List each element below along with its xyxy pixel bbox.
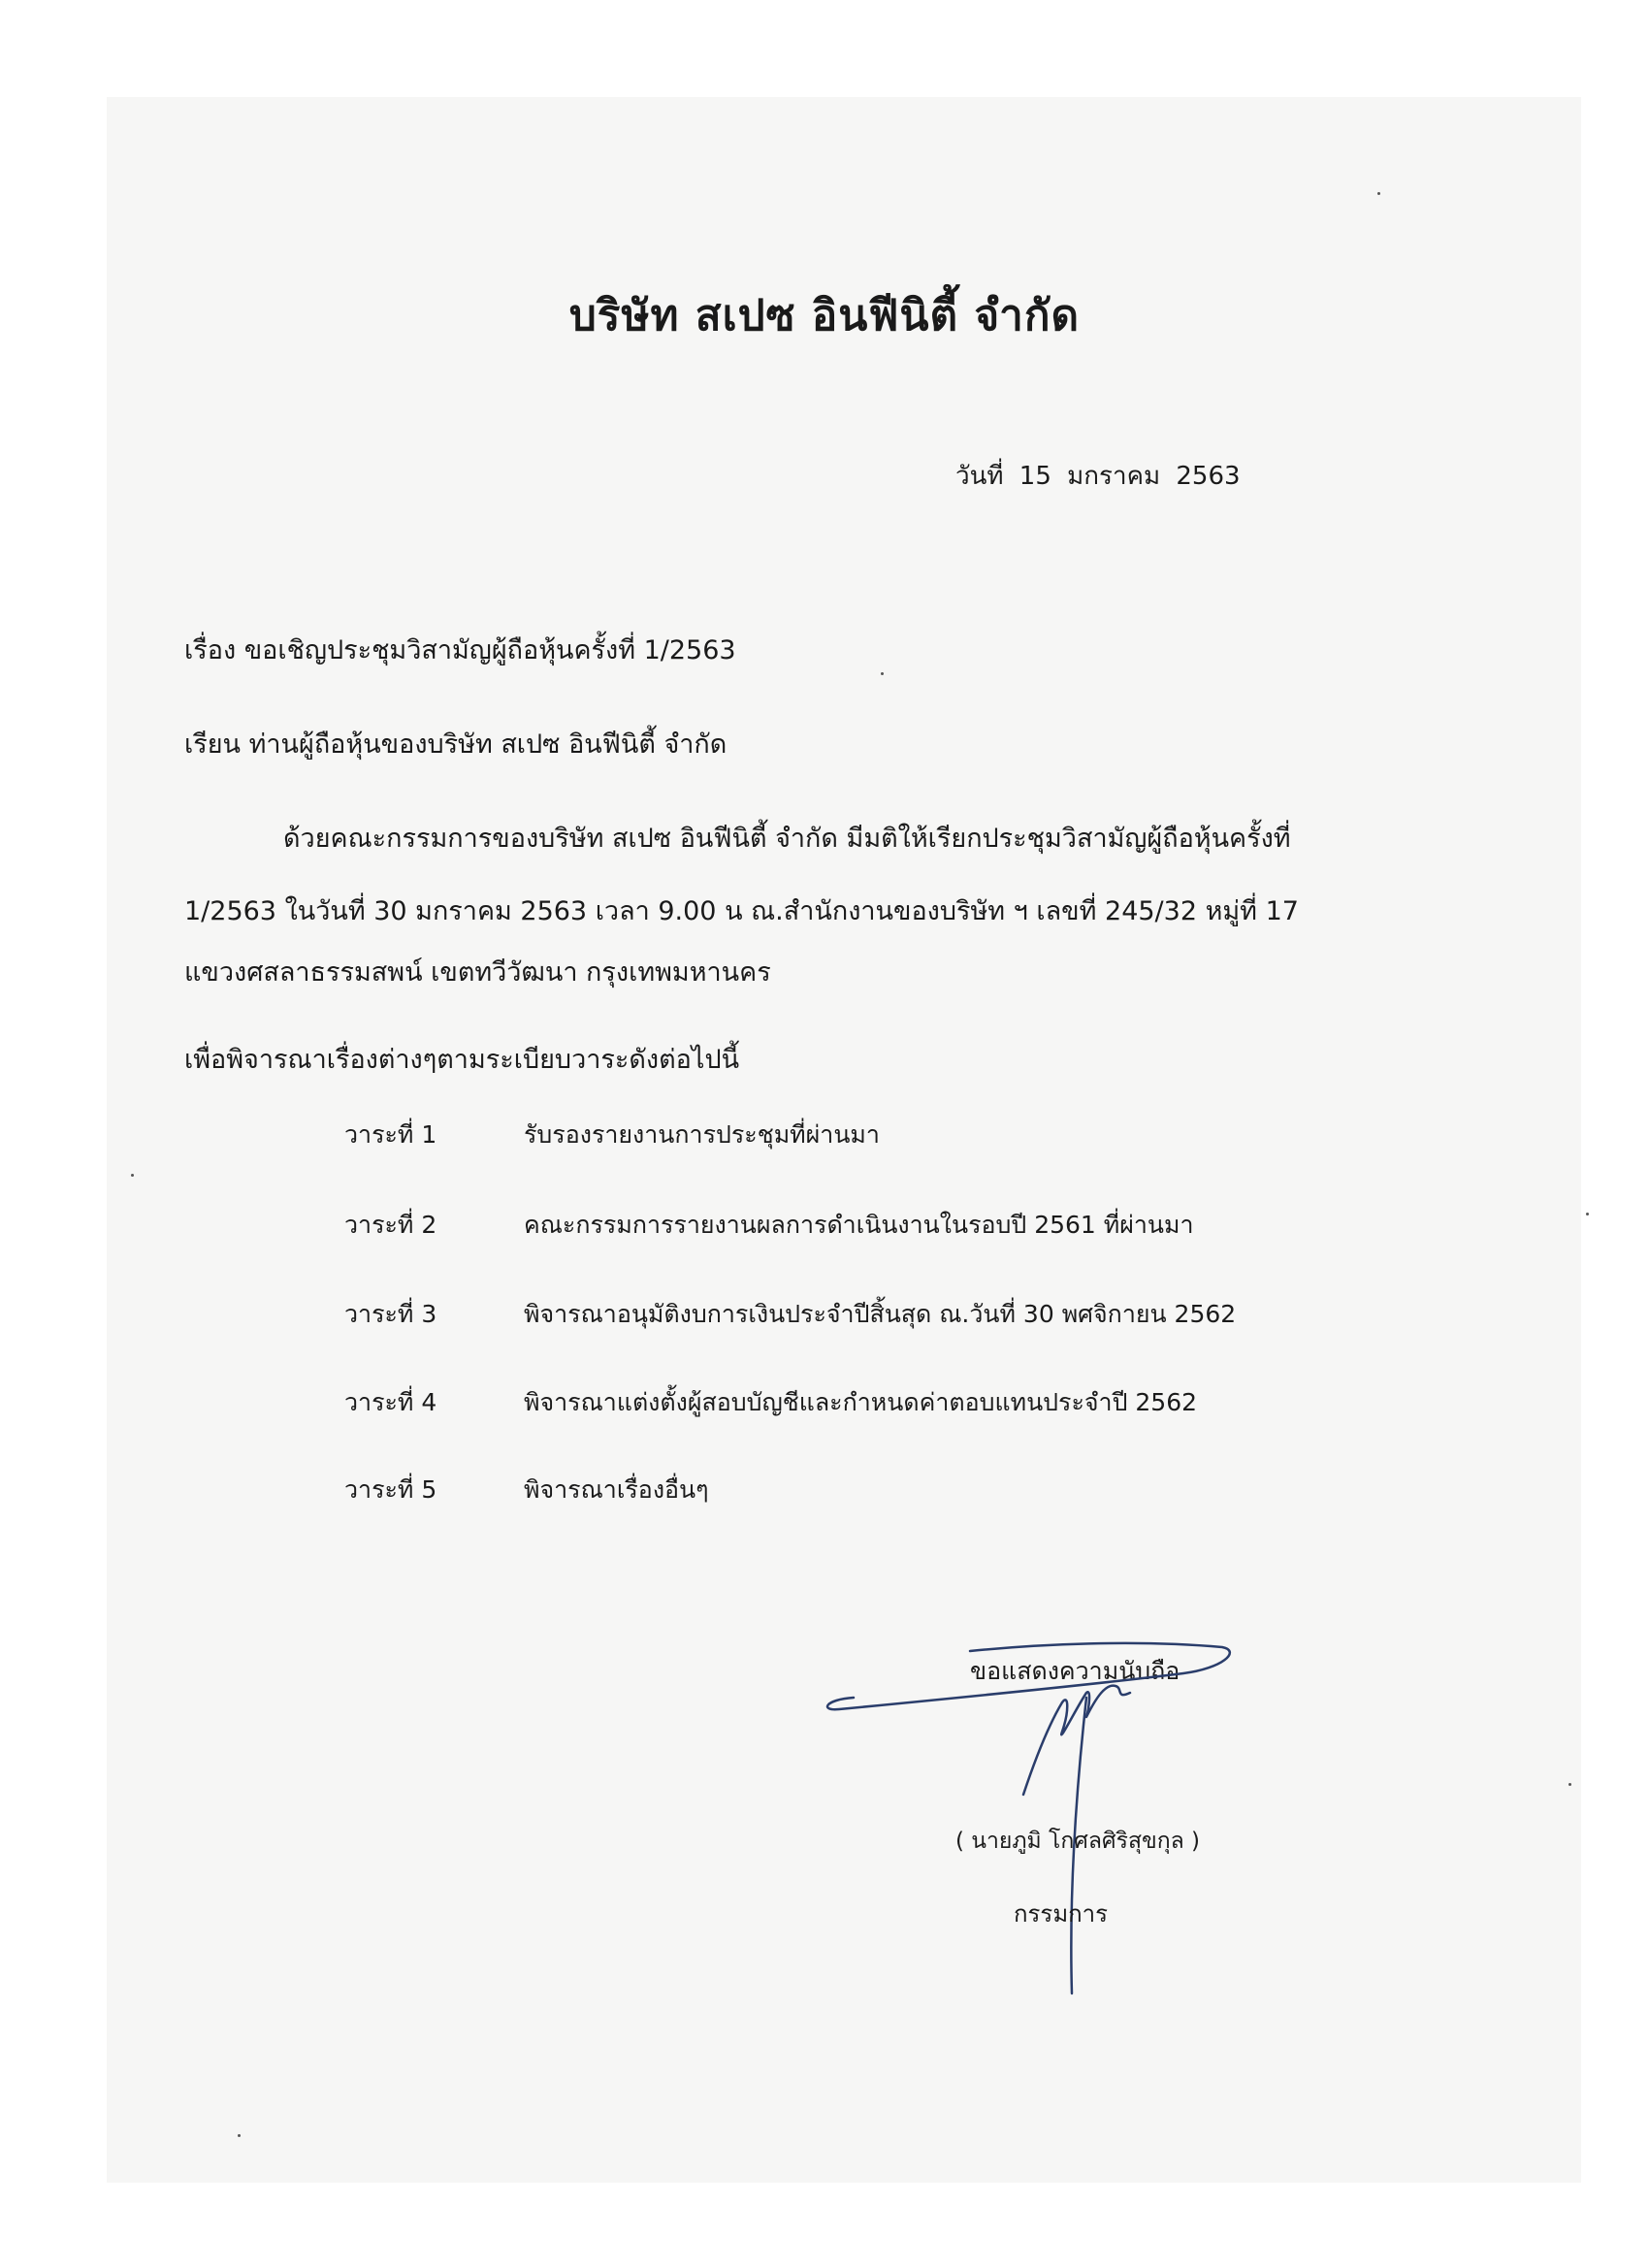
letter-date: วันที่ 15 มกราคม 2563 xyxy=(955,462,1241,491)
agenda-item-label: วาระที่ 5 xyxy=(344,1475,437,1504)
signer-position: กรรมการ xyxy=(1014,1900,1109,1928)
agenda-item-text: คณะกรรมการรายงานผลการดำเนินงานในรอบปี 2561 ที่ผ่านมา xyxy=(524,1211,1194,1239)
agenda-item-text: พิจารณาแต่งตั้งผู้สอบบัญชีและกำหนดค่าตอบแทนประจำปี 2562 xyxy=(524,1388,1198,1416)
company-title: บริษัท สเปซ อินฟีนิตี้ จำกัด xyxy=(568,291,1081,340)
body-line-3: แขวงศสลาธรรมสพน์ เขตทวีวัฒนา กรุงเทพมหานคร xyxy=(184,957,771,988)
agenda-intro: เพื่อพิจารณาเรื่องต่างๆตามระเบียบวาระดังต่อไปนี้ xyxy=(184,1045,740,1075)
agenda-item-text: พิจารณาเรื่องอื่นๆ xyxy=(524,1475,709,1504)
letter-recipient: เรียน ท่านผู้ถือหุ้นของบริษัท สเปซ อินฟีนิตี้ จำกัด xyxy=(184,729,728,760)
scan-speck xyxy=(1377,192,1380,195)
agenda-item-label: วาระที่ 4 xyxy=(344,1388,437,1416)
closing-salutation: ขอแสดงความนับถือ xyxy=(970,1657,1180,1685)
scan-speck xyxy=(131,1174,134,1177)
body-line-2: 1/2563 ในวันที่ 30 มกราคม 2563 เวลา 9.00 น ณ.สำนักงานของบริษัท ฯ เลขที่ 245/32 หมู่ที่ 17 xyxy=(184,896,1299,926)
scan-speck xyxy=(238,2134,241,2137)
letter-subject: เรื่อง ขอเชิญประชุมวิสามัญผู้ถือหุ้นครั้งที่ 1/2563 xyxy=(184,635,736,665)
agenda-item-label: วาระที่ 1 xyxy=(344,1120,437,1149)
scan-speck xyxy=(881,672,884,675)
scan-speck xyxy=(1568,1783,1571,1786)
signer-name: ( นายภูมิ โกศลศิริสุขกุล ) xyxy=(955,1829,1201,1854)
body-line-1: ด้วยคณะกรรมการของบริษัท สเปซ อินฟีนิตี้ จำกัด มีมติให้เรียกประชุมวิสามัญผู้ถือหุ้นครั้งที่ xyxy=(283,824,1291,854)
agenda-item-text: รับรองรายงานการประชุมที่ผ่านมา xyxy=(524,1120,880,1149)
agenda-item-label: วาระที่ 3 xyxy=(344,1300,437,1328)
scan-speck xyxy=(1586,1213,1589,1215)
agenda-item-text: พิจารณาอนุมัติงบการเงินประจำปีสิ้นสุด ณ.วันที่ 30 พศจิกายน 2562 xyxy=(524,1300,1237,1328)
agenda-item-label: วาระที่ 2 xyxy=(344,1211,437,1239)
